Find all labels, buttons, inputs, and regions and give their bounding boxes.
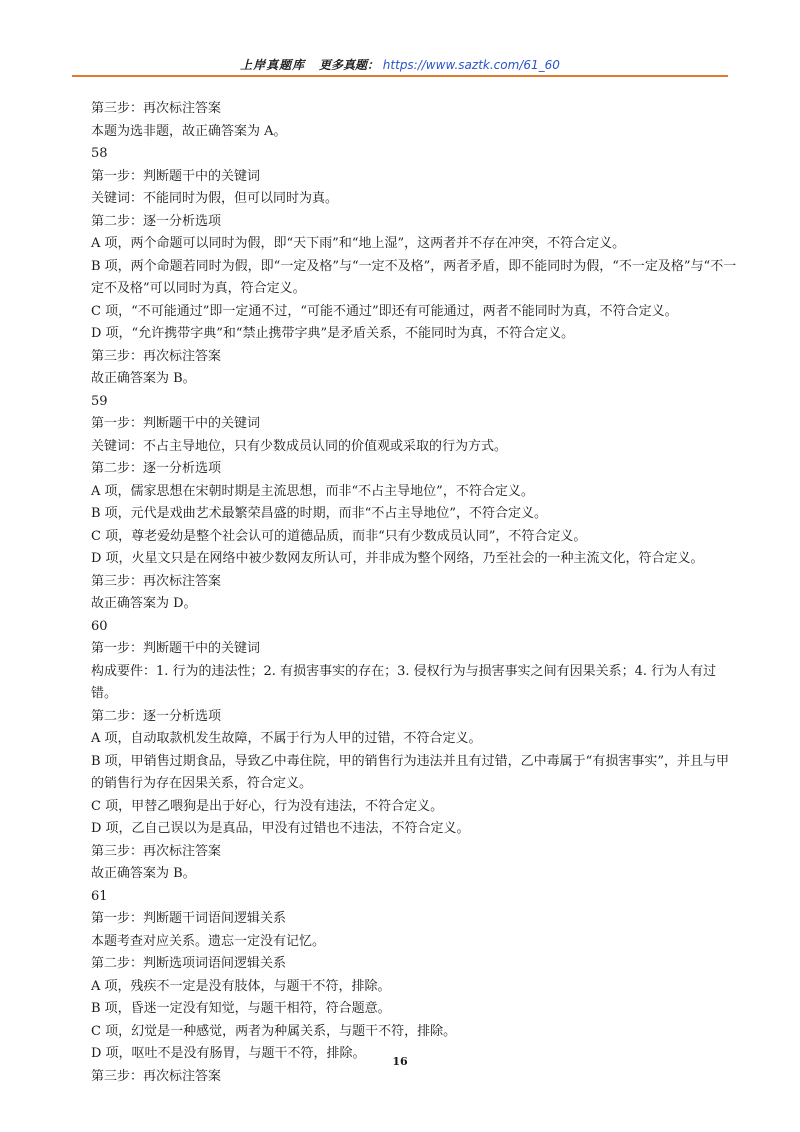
text-line: A 项，两个命题可以同时为假，即“天下雨”和“地上湿”，这两者并不存在冲突，不符合定义。	[91, 236, 626, 251]
text-line: B 项，甲销售过期食品，导致乙中毒住院，甲的销售行为违法并且有过错，乙中毒属于“有损害事实”，并且与甲的销售行为存在因果关系，符合定义。	[91, 753, 729, 791]
text-line: 59	[91, 393, 108, 409]
text-line: 关键词：不占主导地位，只有少数成员认同的价值观或采取的行为方式。	[91, 438, 508, 454]
text-line: 58	[91, 146, 108, 161]
text-line: 构成要件：1. 行为的违法性；2. 有损害事实的存在；3. 侵权行为与损害事实之间有因果关系；4. 行为人有过错。	[91, 663, 717, 701]
text-line: D 项，“允许携带字典”和“禁止携带字典”是矛盾关系，不能同时为真，不符合定义。	[91, 326, 575, 341]
text-line: 第三步：再次标注答案	[91, 1068, 222, 1084]
text-line: 故正确答案为 B。	[91, 866, 196, 881]
text-line: A 项，儒家思想在宋朝时期是主流思想，而非“不占主导地位”，不符合定义。	[91, 483, 534, 499]
text-line: C 项，尊老爱幼是整个社会认可的道德品质，而非“只有少数成员认同”，不符合定义。	[91, 528, 587, 544]
text-line: 故正确答案为 B。	[91, 371, 196, 386]
text-line: 第三步：再次标注答案	[91, 843, 222, 859]
page-header	[72, 56, 728, 76]
text-line: 第一步：判断题干词语间逻辑关系	[91, 911, 287, 926]
text-line: 第一步：判断题干中的关键词	[91, 641, 261, 656]
more-questions-label: 更多真题：	[318, 58, 379, 72]
text-line: 本题考查对应关系。遗忘一定没有记忆。	[91, 933, 326, 949]
text-line: B 项，元代是戏曲艺术最繁荣昌盛的时期，而非“不占主导地位”，不符合定义。	[91, 506, 547, 521]
text-line: B 项，两个命题若同时为假，即“一定及格”与“一定不及格”，两者矛盾，即不能同时为假，“不一定及格”与“不一定不及格”可以同时为真，符合定义。	[91, 258, 737, 296]
text-line: 关键词：不能同时为假，但可以同时为真。	[91, 191, 339, 206]
text-line: 第二步：逐一分析选项	[91, 461, 222, 476]
text-line: 60	[91, 618, 108, 634]
text-line: 第三步：再次标注答案	[91, 348, 222, 364]
text-line: 第二步：判断选项词语间逻辑关系	[91, 956, 287, 971]
text-line: 第二步：逐一分析选项	[91, 708, 222, 724]
text-line: 第一步：判断题干中的关键词	[91, 416, 261, 431]
text-line: C 项，“不可能通过”即一定通不过，“可能不通过”即还有可能通过，两者不能同时为真，不符合定义。	[91, 303, 678, 319]
text-line: D 项，呕吐不是没有肠胃，与题干不符，排除。	[91, 1046, 366, 1061]
text-line: C 项，甲替乙喂狗是出于好心，行为没有违法，不符合定义。	[91, 798, 444, 814]
header-divider	[72, 75, 728, 77]
text-line: 第一步：判断题干中的关键词	[91, 168, 261, 184]
text-line: 本题为选非题，故正确答案为 A。	[91, 123, 287, 139]
text-line: D 项，乙自己误以为是真品，甲没有过错也不违法，不符合定义。	[91, 821, 470, 836]
page-number: 16	[392, 1055, 408, 1068]
text-line: A 项，自动取款机发生故障，不属于行为人甲的过错，不符合定义。	[91, 731, 482, 746]
document-body	[91, 98, 741, 1088]
text-line: C 项，幻觉是一种感觉，两者为种属关系，与题干不符，排除。	[91, 1023, 457, 1039]
text-line: 第二步：逐一分析选项	[91, 213, 222, 229]
text-line: B 项，昏迷一定没有知觉，与题干相符，符合题意。	[91, 1001, 391, 1016]
text-line: 第三步：再次标注答案	[91, 101, 222, 116]
text-line: 61	[91, 888, 108, 904]
text-line: D 项，火星文只是在网络中被少数网友所认可，并非成为整个网络，乃至社会的一种主流文化，符合定义。	[91, 551, 704, 566]
brand-name: 上岸真题库	[240, 58, 306, 72]
text-line: A 项，残疾不一定是没有肢体，与题干不符，排除。	[91, 978, 391, 994]
source-link[interactable]: https://www.saztk.com/61_60	[382, 58, 560, 72]
text-line: 第三步：再次标注答案	[91, 573, 222, 589]
text-line: 故正确答案为 D。	[91, 596, 197, 611]
